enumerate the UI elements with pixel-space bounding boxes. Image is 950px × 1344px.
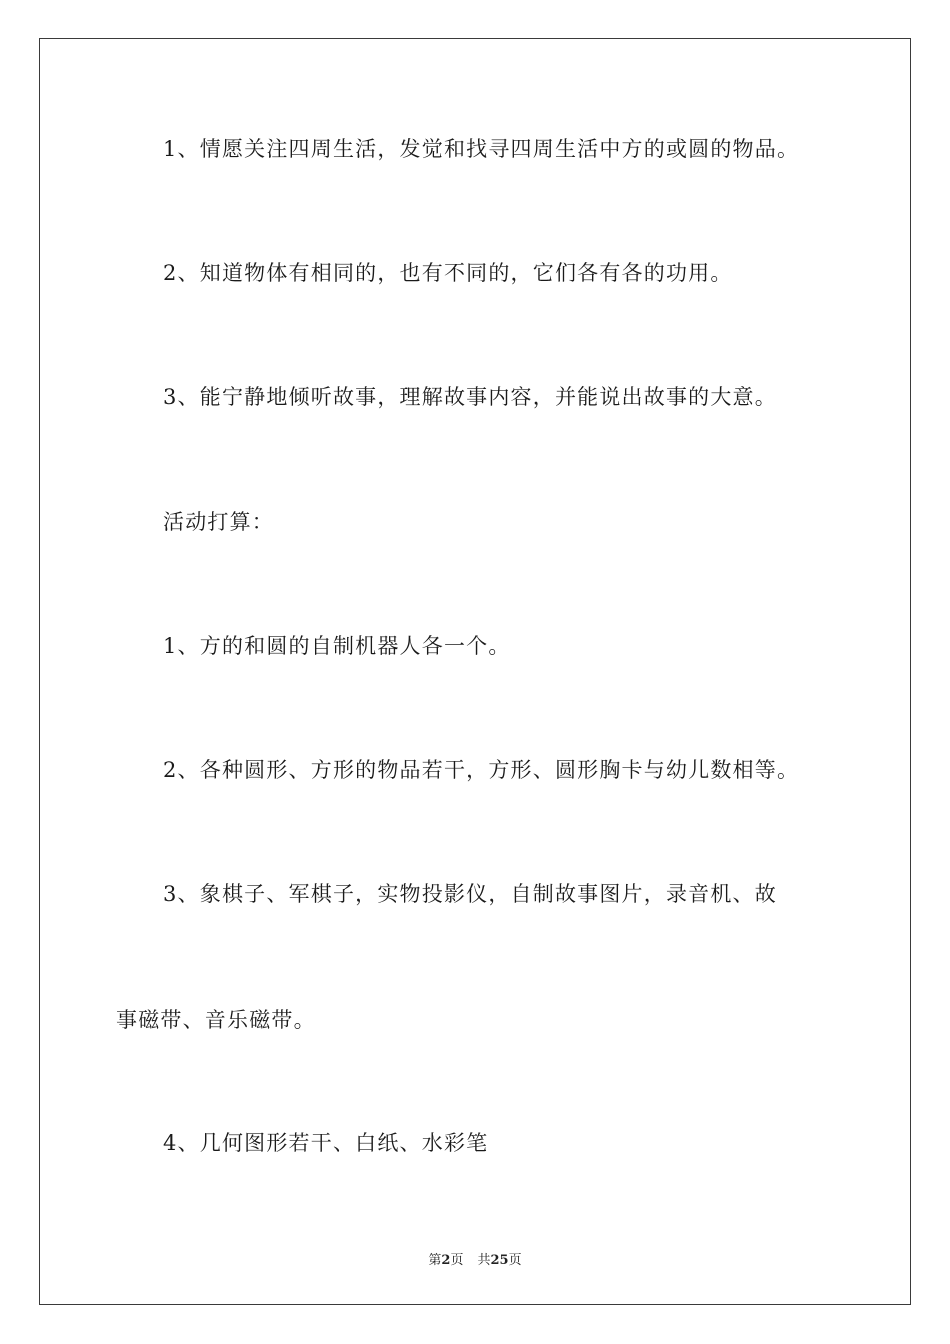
goal-item-3: 3、能宁静地倾听故事，理解故事内容，并能说出故事的大意。: [163, 385, 777, 409]
prep-item-3-continued: 事磁带、音乐磁带。: [116, 1008, 316, 1032]
prep-item-3: 3、象棋子、军棋子，实物投影仪，自制故事图片，录音机、故: [163, 882, 777, 906]
total-prefix: 共: [477, 1253, 491, 1268]
section-heading-preparation: 活动打算：: [163, 510, 274, 534]
total-suffix: 页: [508, 1253, 522, 1268]
prep-item-2: 2、各种圆形、方形的物品若干，方形、圆形胸卡与幼儿数相等。: [163, 758, 800, 782]
prep-item-1: 1、方的和圆的自制机器人各一个。: [163, 634, 511, 658]
page-suffix: 页: [450, 1253, 464, 1268]
goal-item-1: 1、情愿关注四周生活，发觉和找寻四周生活中方的或圆的物品。: [163, 137, 800, 161]
page-footer: [0, 1249, 950, 1268]
prep-item-4: 4、几何图形若干、白纸、水彩笔: [163, 1131, 489, 1155]
page-border: [39, 38, 911, 1305]
goal-item-2: 2、知道物体有相同的，也有不同的，它们各有各的功用。: [163, 261, 733, 285]
total-pages: 25: [490, 1253, 509, 1268]
page-number: 2: [441, 1253, 451, 1268]
page-prefix: 第: [428, 1253, 442, 1268]
